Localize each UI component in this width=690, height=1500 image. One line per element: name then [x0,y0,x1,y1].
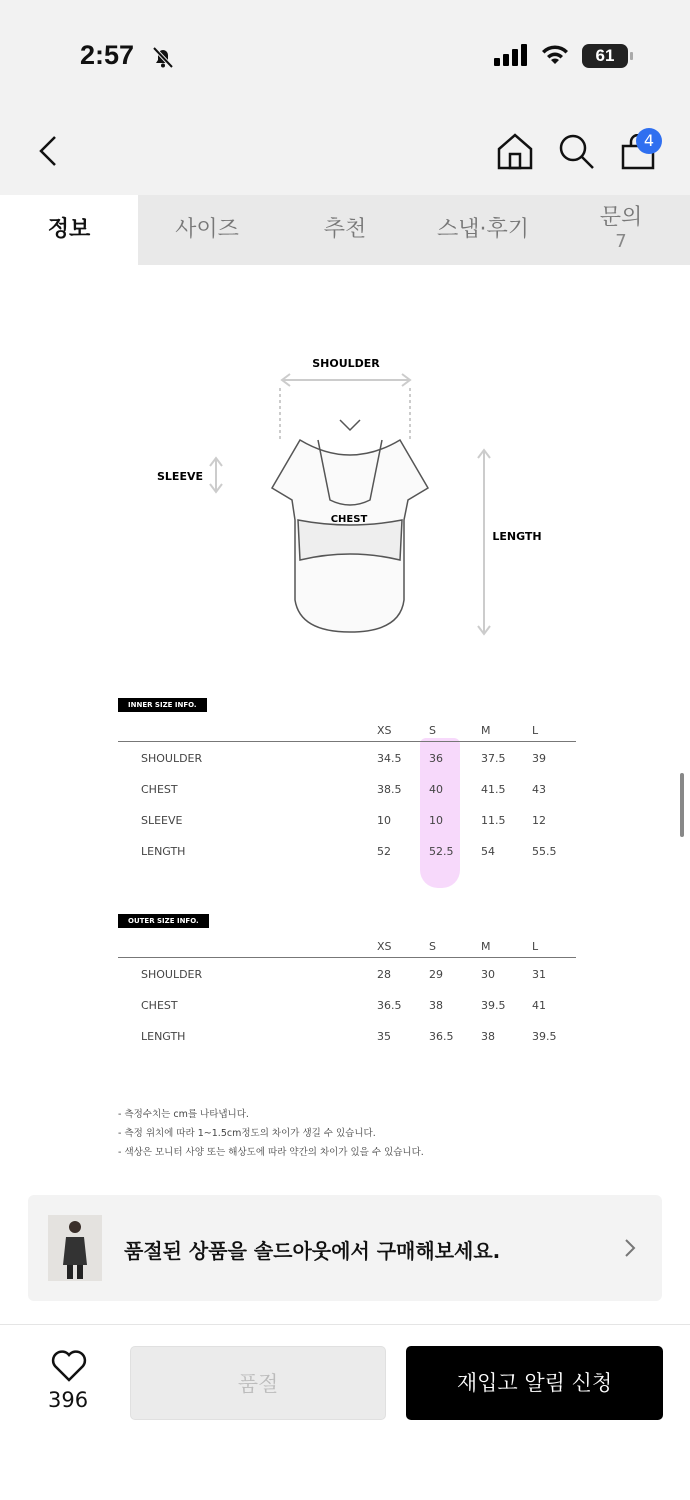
table-row [118,958,576,989]
tab-count: 7 [615,231,627,252]
tab-snap-review[interactable] [414,195,552,265]
cart-count-badge: 4 [636,128,662,154]
back-icon[interactable] [38,135,58,167]
scrollbar[interactable] [680,773,684,837]
cell-value: 29 [429,968,443,981]
cell-value: 34.5 [377,752,402,765]
cell-value: 36 [429,752,443,765]
tab-label: 스냅·후기 [436,217,529,242]
row-label: SLEEVE [141,814,183,827]
garment-measurement-diagram [140,340,560,650]
row-label: SHOULDER [141,968,203,981]
cell-value: 52.5 [429,845,454,858]
heart-icon[interactable] [51,1350,87,1382]
table-header [118,928,576,958]
cell-value: 41 [532,999,546,1012]
size-header: S [429,940,436,953]
restock-alert-button[interactable]: 재입고 알림 신청 [406,1346,663,1420]
cell-value: 40 [429,783,443,796]
banner-text: 품절된 상품을 솔드아웃에서 구매해보세요. [124,1239,501,1263]
cell-value: 38 [429,999,443,1012]
tab-inquiry[interactable] [552,195,690,265]
search-icon[interactable] [558,133,596,171]
table-row [118,804,576,835]
table-row [118,835,576,866]
cell-value: 10 [377,814,391,827]
like-count: 396 [48,1388,89,1412]
cell-value: 11.5 [481,814,506,827]
row-label: CHEST [141,783,178,796]
outer-size-tag: OUTER SIZE INFO. [118,914,209,928]
cell-value: 54 [481,845,495,858]
tab-bar [0,195,690,265]
table-header [118,712,576,742]
cell-value: 30 [481,968,495,981]
signal-icon [494,44,530,66]
tab-label: 정보 [47,217,91,242]
size-header: L [532,940,539,953]
label-length: LENGTH [492,530,542,543]
size-header: S [429,724,436,737]
status-time: 2:57 [80,40,135,70]
chevron-right-icon [624,1238,636,1258]
cell-value: 38.5 [377,783,402,796]
cell-value: 28 [377,968,391,981]
cell-value: 38 [481,1030,495,1043]
product-thumbnail [48,1215,102,1281]
cell-value: 37.5 [481,752,506,765]
cell-value: 43 [532,783,546,796]
row-label: SHOULDER [141,752,203,765]
cell-value: 39.5 [481,999,506,1012]
table-row [118,742,576,773]
cell-value: 55.5 [532,845,557,858]
cell-value: 52 [377,845,391,858]
size-notes [118,1105,424,1162]
divider [0,1324,690,1325]
cell-value: 39.5 [532,1030,557,1043]
inner-size-tag: INNER SIZE INFO. [118,698,207,712]
battery-indicator: 61 [582,44,628,68]
row-label: LENGTH [141,1030,186,1043]
table-row [118,1020,576,1051]
size-header: XS [377,940,392,953]
bell-muted-icon [150,44,176,70]
cell-value: 35 [377,1030,391,1043]
tab-recommend[interactable] [276,195,414,265]
cell-value: 10 [429,814,443,827]
note: - 색상은 모니터 사양 또는 해상도에 따라 약간의 차이가 있을 수 있습니다. [118,1147,424,1158]
row-label: CHEST [141,999,178,1012]
tab-label: 문의 [599,205,643,230]
cell-value: 41.5 [481,783,506,796]
note: - 측정 위치에 따라 1~1.5cm정도의 차이가 생길 수 있습니다. [118,1128,376,1139]
cell-value: 39 [532,752,546,765]
size-header: XS [377,724,392,737]
label-chest: CHEST [330,514,368,525]
size-header: L [532,724,539,737]
size-header: M [481,724,491,737]
home-icon[interactable] [496,132,534,170]
inner-size-table [118,697,576,866]
outer-size-table [118,913,576,1051]
tab-info[interactable] [0,195,138,265]
top-area [0,0,690,195]
note: - 측정수치는 cm를 나타냅니다. [118,1109,249,1120]
wifi-icon [540,42,570,66]
soldout-banner[interactable] [28,1195,662,1301]
cell-value: 12 [532,814,546,827]
label-sleeve: SLEEVE [157,470,203,483]
cell-value: 36.5 [377,999,402,1012]
cell-value: 31 [532,968,546,981]
size-header: M [481,940,491,953]
label-shoulder: SHOULDER [312,357,380,370]
tab-label: 추천 [323,217,367,242]
row-label: LENGTH [141,845,186,858]
cell-value: 36.5 [429,1030,454,1043]
tab-label: 사이즈 [175,217,239,242]
tab-size[interactable] [138,195,276,265]
soldout-button: 품절 [130,1346,386,1420]
table-row [118,989,576,1020]
table-row [118,773,576,804]
